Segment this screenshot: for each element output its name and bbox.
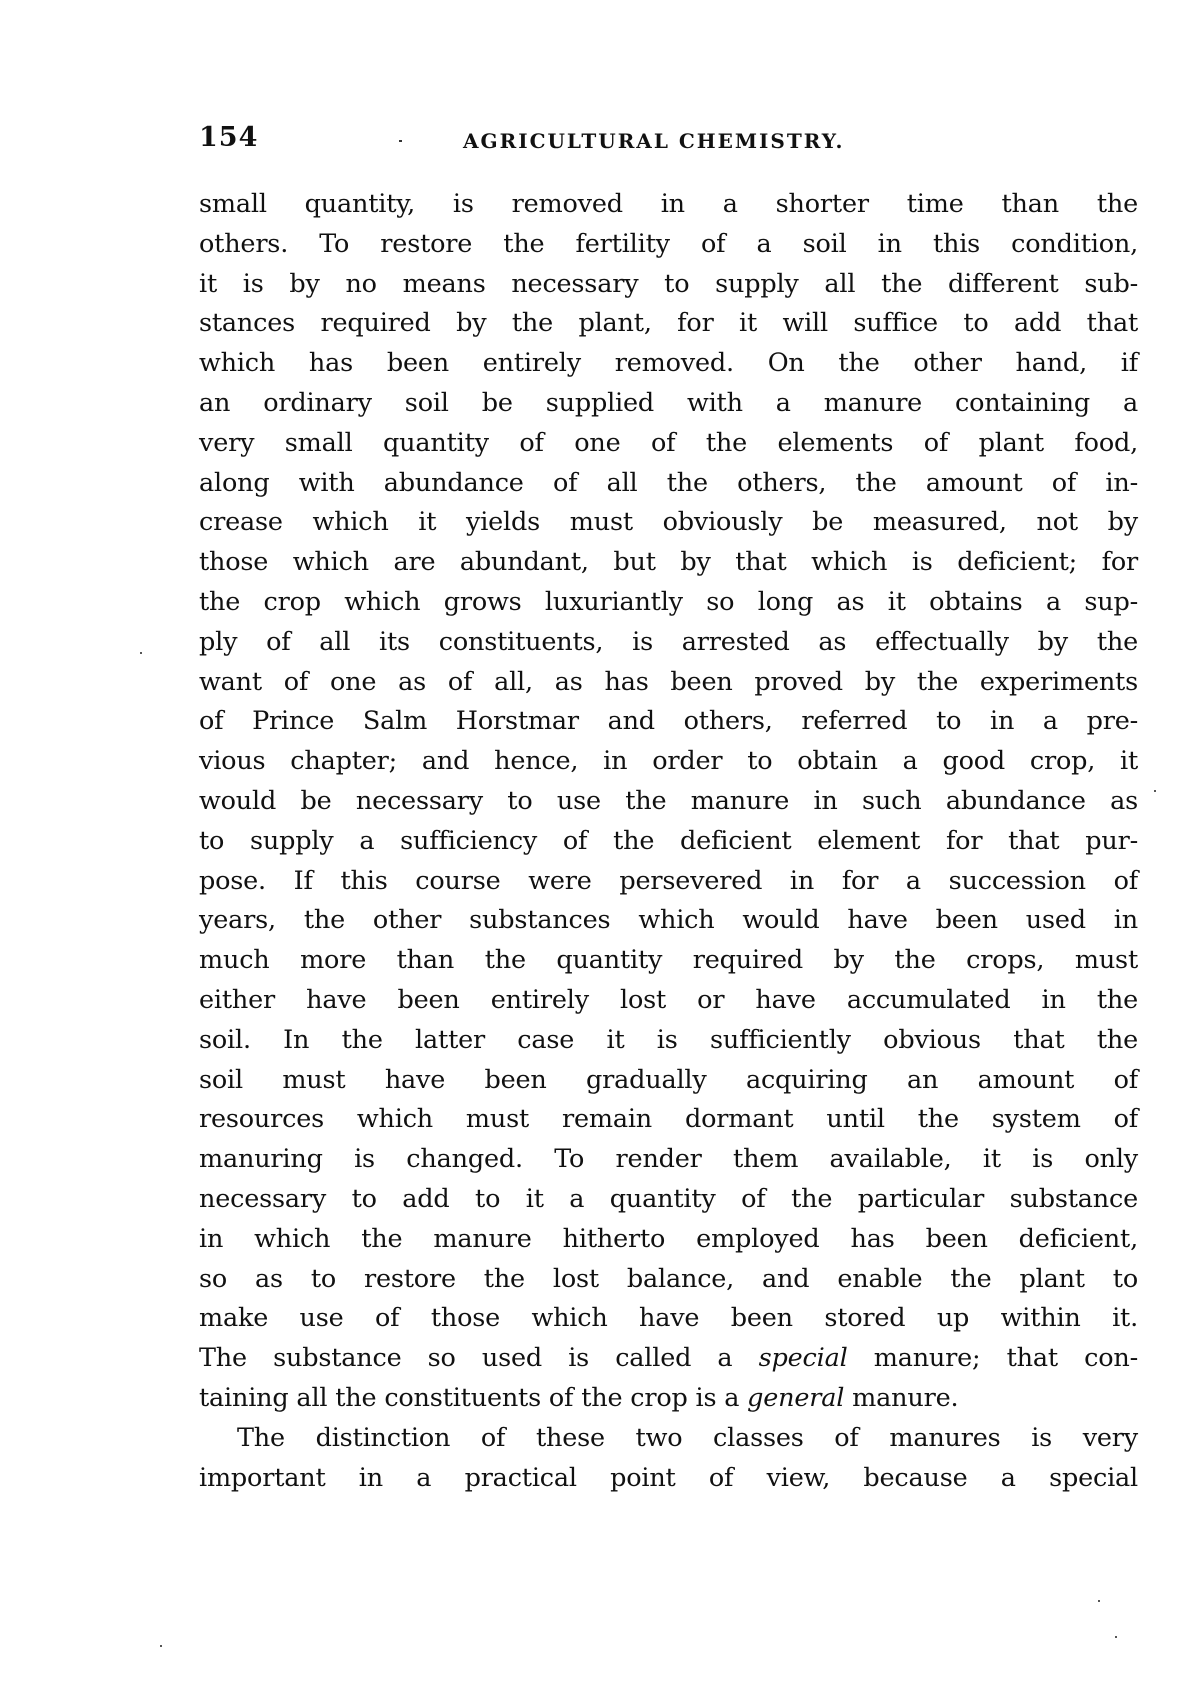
text-line: ply of all its constituents, is arrested as effectually by the [199, 626, 1138, 657]
text-line: resources which must remain dormant until the system of [199, 1104, 1138, 1135]
text-line: those which are abundant, but by that which is deficient; for [199, 547, 1138, 578]
paragraph-2 [199, 1419, 1138, 1499]
text-line: necessary to add to it a quantity of the particular substance [199, 1183, 1138, 1214]
text-run: manure; that con- [847, 1343, 1138, 1374]
print-speck [1098, 1600, 1100, 1602]
print-speck [160, 1645, 162, 1647]
text-line: an ordinary soil be supplied with a manure containing a [199, 387, 1138, 418]
text-line: crease which it yields must obviously be measured, not by [199, 507, 1138, 538]
text-line: vious chapter; and hence, in order to obtain a good crop, it [199, 746, 1138, 777]
text-line: The distinction of these two classes of manures is very [237, 1422, 1138, 1453]
text-line: much more than the quantity required by the crops, must [199, 945, 1138, 976]
text-line: which has been entirely removed. On the other hand, if [199, 348, 1138, 379]
text-run: taining all the constituents of the crop is a [199, 1382, 748, 1413]
text-line: would be necessary to use the manure in such abundance as [199, 785, 1138, 816]
text-line: important in a practical point of view, because a special [199, 1462, 1138, 1493]
text-line: of Prince Salm Horstmar and others, referred to in a pre- [199, 706, 1138, 737]
italic-term-general: general [747, 1382, 845, 1413]
text-line: along with abundance of all the others, the amount of in- [199, 467, 1138, 498]
print-speck [140, 652, 142, 654]
print-speck [1154, 790, 1156, 792]
text-line: either have been entirely lost or have accumulated in the [199, 984, 1138, 1015]
paragraph-1 [199, 185, 1138, 1419]
print-speck [399, 140, 402, 142]
running-head [199, 118, 1138, 158]
text-run: The substance so used is called a [199, 1343, 759, 1374]
running-title: AGRICULTURAL CHEMISTRY. [463, 129, 845, 153]
text-run: manure. [844, 1382, 959, 1413]
text-line: small quantity, is removed in a shorter time than the [199, 189, 1138, 219]
text-line: to supply a sufficiency of the deficient element for that pur- [199, 825, 1138, 856]
text-line: want of one as of all, as has been proved by the experiments [199, 666, 1138, 697]
text-line: pose. If this course were persevered in for a succession of [199, 865, 1138, 896]
text-line: stances required by the plant, for it will suffice to add that [199, 308, 1138, 339]
body-text [199, 185, 1138, 1498]
text-line: the crop which grows luxuriantly so long as it obtains a sup- [199, 586, 1138, 617]
text-line [199, 1339, 1138, 1379]
print-speck [1115, 1636, 1117, 1638]
page-number: 154 [199, 122, 259, 153]
text-line: others. To restore the fertility of a soil in this condition, [199, 228, 1138, 259]
text-line: very small quantity of one of the elements of plant food, [199, 427, 1138, 458]
text-line: soil. In the latter case it is sufficiently obvious that the [199, 1024, 1138, 1055]
text-line: it is by no means necessary to supply all the different sub- [199, 268, 1138, 299]
text-line: make use of those which have been stored up within it. [199, 1303, 1138, 1334]
text-line: manuring is changed. To render them available, it is only [199, 1144, 1138, 1175]
text-line: in which the manure hitherto employed has been deficient, [199, 1223, 1138, 1254]
text-line: soil must have been gradually acquiring an amount of [199, 1064, 1138, 1095]
text-line: years, the other substances which would have been used in [199, 905, 1138, 936]
text-line [199, 1379, 1138, 1419]
italic-term-special: special [758, 1343, 848, 1374]
text-line: so as to restore the lost balance, and enable the plant to [199, 1263, 1138, 1294]
